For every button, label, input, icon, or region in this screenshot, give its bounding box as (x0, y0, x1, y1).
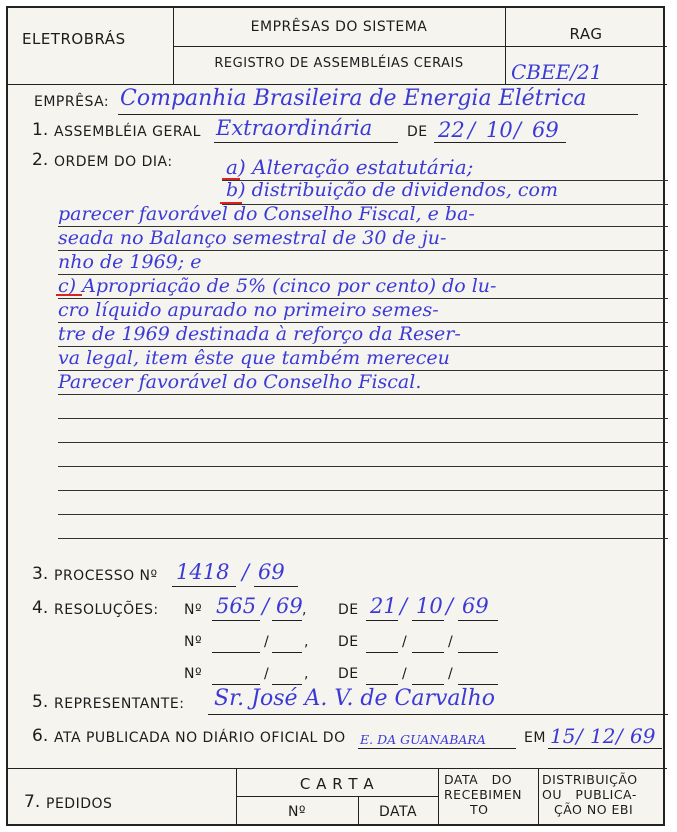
resolucao-blank (412, 684, 444, 685)
red-mark-b (220, 202, 242, 204)
ordem-line-8: tre de 1969 destinada à reforço da Reser- (58, 323, 461, 345)
ordem-line-10: Parecer favorável do Conselho Fiscal. (58, 371, 422, 393)
resolucao-de-label: DE (338, 634, 359, 650)
processo-underline (172, 586, 236, 587)
pedidos-label: PEDIDOS (46, 796, 113, 812)
resolucao-underline (212, 620, 260, 621)
ordem-rule-14 (58, 490, 668, 491)
assembleia-year: 69 (532, 118, 559, 142)
carta-no-label: Nº (287, 804, 307, 820)
rag-code: CBEE/21 (511, 60, 603, 84)
ata-year: 69 (630, 724, 656, 748)
distribuicao-label-2: OU PUBLICA- (542, 787, 637, 802)
date-separator: / (514, 118, 522, 142)
empresa-value: Companhia Brasileira de Energia Elétrica (120, 86, 587, 111)
ordem-line-1: a) Alteração estatutária; (226, 155, 474, 179)
ordem-line-5: nho de 1969; e (58, 251, 202, 273)
ata-month: 12 (590, 724, 616, 748)
ordem-line-3: parecer favorável do Conselho Fiscal, e ba- (58, 203, 475, 225)
assembleia-number: 1. (32, 120, 49, 140)
recebimento-label-1: DATA DO (444, 772, 513, 787)
resolucao-blank (366, 652, 398, 653)
resolucao-year: 69 (276, 594, 303, 618)
assembleia-de-label: DE (407, 124, 428, 140)
resolucao-day: 21 (370, 594, 397, 618)
resolucao-underline (412, 620, 444, 621)
system-title: EMPRÊSAS DO SISTEMA (250, 19, 428, 35)
resolucao-de-label: DE (338, 602, 359, 618)
ordem-line-2: b) distribuição de dividendos, com (226, 179, 558, 201)
resolucao-no-label: Nº (184, 666, 203, 682)
ordem-rule-11 (58, 418, 668, 419)
ordem-line-9: va legal, item êste que também mereceu (58, 347, 450, 369)
recebimento-label-2: RECEBIMEN (444, 787, 523, 802)
ata-date-underline (548, 748, 662, 749)
date-separator: / (400, 594, 408, 618)
distribuicao-label-1: DISTRIBUIÇÃO (542, 772, 638, 787)
date-separator: / (468, 118, 476, 142)
ordem-line-7: cro líquido apurado no primeiro semes- (58, 299, 439, 321)
date-separator: / (616, 724, 623, 748)
registration-form (6, 6, 665, 826)
ata-diario-value: E. DA GUANABARA (360, 732, 486, 747)
rag-label: RAG (569, 25, 603, 43)
date-separator: / (446, 594, 454, 618)
ordem-rule-13 (58, 466, 668, 467)
comma: , (304, 666, 309, 682)
recebimento-label-3: TO (470, 802, 489, 817)
resolucao-blank (272, 652, 302, 653)
ata-day: 15 (550, 724, 576, 748)
carta-data-label: DATA (378, 804, 418, 820)
red-mark-a (222, 178, 240, 180)
processo-label: PROCESSO Nº (54, 568, 158, 584)
slash: / (264, 666, 270, 682)
header-bottom-border (8, 84, 667, 85)
resolucoes-number: 4. (32, 598, 49, 618)
carta-label: C A R T A (299, 775, 375, 793)
resolucao-no-label: Nº (184, 634, 203, 650)
assembleia-label: ASSEMBLÉIA GERAL (54, 124, 201, 140)
ordem-rule-12 (58, 442, 668, 443)
resolucao-blank (458, 684, 498, 685)
company-label: ELETROBRÁS (22, 30, 126, 48)
ordem-rule-10 (58, 394, 668, 395)
footer-top-border (8, 768, 667, 769)
ata-diario-underline (358, 748, 516, 749)
resolucao-blank (366, 684, 398, 685)
ordem-rule-15 (58, 514, 668, 515)
comma: , (304, 634, 309, 650)
processo-number: 3. (32, 564, 49, 584)
date-separator: / (242, 560, 250, 584)
slash: / (402, 666, 408, 682)
ordem-label: ORDEM DO DIA: (54, 154, 173, 170)
resolucao-blank (272, 684, 302, 685)
header-divider (173, 46, 667, 47)
processo-year-underline (254, 586, 298, 587)
processo-year: 69 (258, 560, 285, 584)
resolucao-underline (272, 620, 302, 621)
processo-value: 1418 (176, 560, 230, 584)
assembleia-day: 22 (438, 118, 465, 142)
resolucao-blank (412, 652, 444, 653)
resolucao-month: 10 (416, 594, 443, 618)
ordem-number: 2. (32, 150, 49, 170)
comma: , (302, 602, 307, 618)
ata-label: ATA PUBLICADA NO DIÁRIO OFICIAL DO (54, 730, 346, 746)
resolucao-underline (458, 620, 498, 621)
date-separator: / (576, 724, 583, 748)
representante-number: 5. (32, 692, 49, 712)
slash: / (264, 634, 270, 650)
resolucao-no-label: Nº (184, 602, 203, 618)
resolucao-blank (212, 652, 260, 653)
slash: / (448, 666, 454, 682)
assembleia-month: 10 (486, 118, 513, 142)
ordem-line-4: seada no Balanço semestral de 30 de ju- (58, 227, 447, 249)
red-mark-c (56, 294, 82, 296)
ata-number: 6. (32, 726, 49, 746)
resolucao-blank (212, 684, 260, 685)
resolucao-de-label: DE (338, 666, 359, 682)
assembleia-type: Extraordinária (216, 116, 373, 140)
resolucao-year2: 69 (462, 594, 489, 618)
assembleia-type-underline (214, 142, 398, 143)
footer-col-divider (438, 768, 439, 826)
date-separator: / (262, 594, 270, 618)
pedidos-number: 7. (24, 792, 41, 812)
resolucao-blank (458, 652, 498, 653)
resolucao-no-value: 565 (216, 594, 257, 618)
representante-underline (208, 714, 668, 715)
empresa-label: EMPRÊSA: (34, 94, 110, 110)
footer-col-divider (538, 768, 539, 826)
distribuicao-label-3: ÇÃO NO EBI (554, 802, 634, 817)
form-title: REGISTRO DE ASSEMBLÉIAS CERAIS (214, 56, 464, 71)
assembleia-date-underline (434, 142, 566, 143)
slash: / (402, 634, 408, 650)
representante-label: REPRESENTANTE: (54, 696, 185, 712)
resolucao-underline (366, 620, 398, 621)
header-col-divider-2 (505, 8, 506, 84)
footer-carta-divider (236, 796, 438, 797)
ata-em-label: EM (524, 730, 546, 746)
ordem-line-6: c) Apropriação de 5% (cinco por cento) do lu- (58, 275, 497, 297)
slash: / (448, 634, 454, 650)
representante-value: Sr. José A. V. de Carvalho (214, 686, 495, 711)
ordem-rule-16 (58, 538, 668, 539)
resolucoes-label: RESOLUÇÕES: (54, 602, 159, 618)
empresa-underline (118, 114, 638, 115)
